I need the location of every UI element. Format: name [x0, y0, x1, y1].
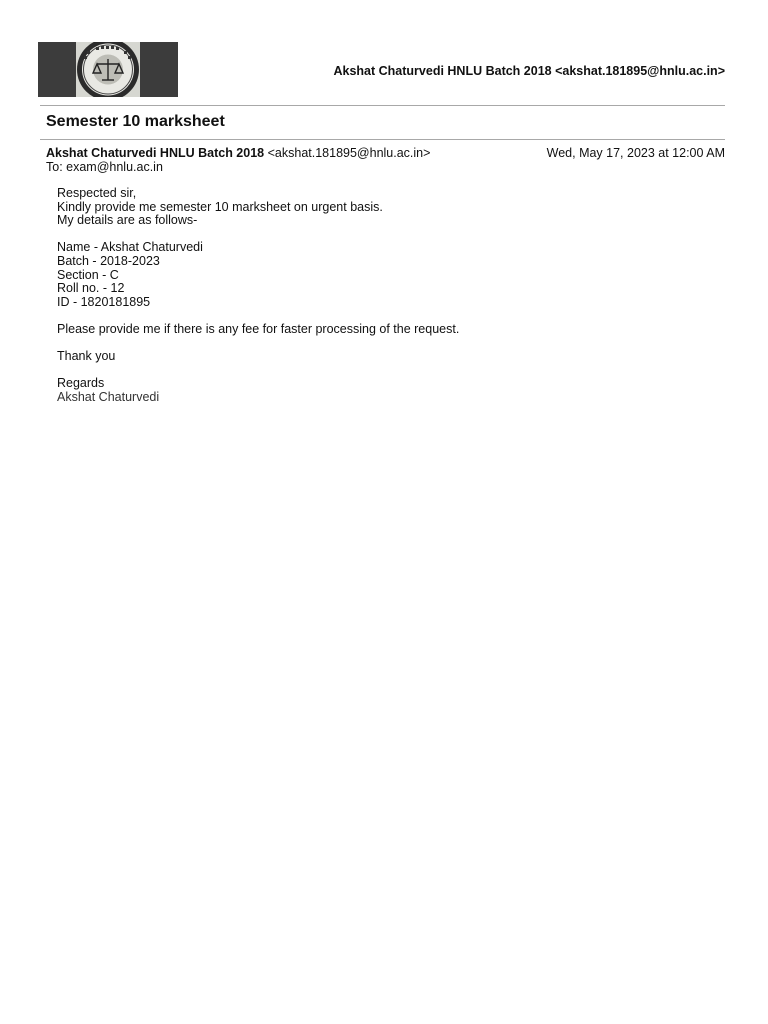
detail-batch: Batch - 2018-2023 [57, 253, 160, 268]
sender-line [46, 146, 430, 160]
institution-seal-logo [38, 42, 178, 97]
header-divider [40, 105, 725, 106]
email-date: Wed, May 17, 2023 at 12:00 AM [546, 146, 725, 160]
body-request: Kindly provide me semester 10 marksheet on urgent basis. [57, 199, 383, 214]
detail-roll: Roll no. - 12 [57, 281, 125, 296]
email-subject: Semester 10 marksheet [46, 113, 225, 130]
body-signature: Akshat Chaturvedi [57, 389, 160, 404]
recipient-line: To: exam@hnlu.ac.in [46, 160, 163, 174]
subject-divider [40, 139, 725, 140]
detail-id: ID - 1820181895 [57, 294, 151, 309]
sender-address: <akshat.181895@hnlu.ac.in> [267, 146, 431, 160]
body-details-intro: My details are as follows- [57, 213, 198, 228]
detail-name: Name - Akshat Chaturvedi [57, 240, 203, 255]
detail-section: Section - C [57, 267, 119, 282]
account-header: Akshat Chaturvedi HNLU Batch 2018 <akshat.181895@hnlu.ac.in> [333, 64, 725, 78]
email-body [57, 187, 459, 405]
sender-name: Akshat Chaturvedi HNLU Batch 2018 [46, 146, 265, 160]
body-closing: Regards [57, 376, 105, 391]
body-fee-request: Please provide me if there is any fee for faster processing of the request. [57, 321, 460, 336]
body-thanks: Thank you [57, 349, 116, 364]
body-greeting: Respected sir, [57, 186, 137, 200]
